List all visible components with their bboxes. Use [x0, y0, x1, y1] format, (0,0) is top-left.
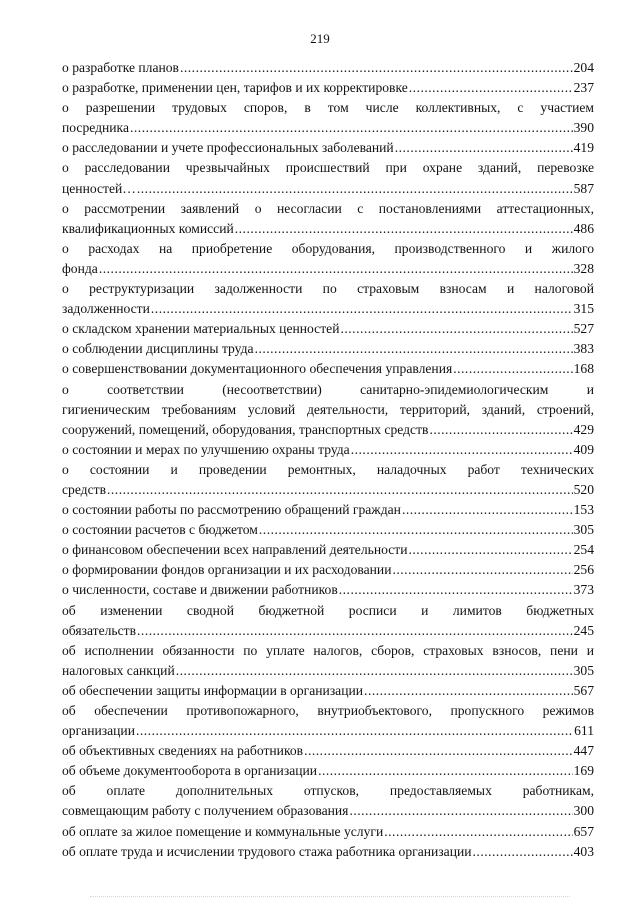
dot-leader	[255, 339, 573, 359]
dot-leader	[453, 359, 572, 379]
entry-page-number: 305	[573, 662, 594, 678]
index-entry	[62, 560, 594, 580]
entry-page-number: 305	[573, 522, 594, 538]
entry-page-number: 567	[573, 682, 594, 698]
entry-title-line: о расследовании чрезвычайных происшествий при охране зданий, перевозке	[62, 160, 594, 176]
dot-leader	[107, 480, 573, 500]
entry-title-line: об обеспечении противопожарного, внутриобъектового, пропускного режимов	[62, 703, 594, 718]
entry-page-number: 447	[573, 743, 594, 759]
dot-leader	[408, 540, 572, 560]
dot-leader	[99, 259, 573, 279]
index-entry	[62, 380, 594, 440]
index-entry	[62, 681, 594, 701]
index-entry	[62, 601, 594, 641]
dot-leader	[340, 319, 572, 339]
entry-title-line: о рассмотрении заявлений о несогласии с постановлениями аттестационных,	[62, 200, 594, 216]
index-entry	[62, 781, 594, 821]
entry-page-number: 611	[574, 723, 594, 739]
index-entry	[62, 540, 594, 560]
entry-title-line: совмещающим работу с получением образования	[62, 803, 349, 819]
entry-title-line: об обеспечении защиты информации в организации	[62, 682, 364, 698]
index-entry	[62, 741, 594, 761]
entry-page-number: 383	[573, 341, 594, 357]
dot-leader	[235, 219, 573, 239]
entry-page-number: 403	[573, 843, 594, 859]
index-entry	[62, 701, 594, 741]
index-entry	[62, 58, 594, 78]
dot-leader	[339, 580, 573, 600]
entry-title-line: посредника	[62, 120, 129, 136]
index-entry	[62, 520, 594, 540]
index-entry	[62, 239, 594, 279]
index-entry	[62, 339, 594, 359]
entry-page-number: 315	[573, 301, 594, 317]
index-entry	[62, 761, 594, 781]
entry-title-line: квалификационных комиссий	[62, 220, 234, 236]
dot-leader	[180, 58, 573, 78]
entry-page-number: 486	[573, 220, 594, 236]
page-number: 219	[310, 31, 330, 46]
index-entry	[62, 500, 594, 520]
index-entry	[62, 279, 594, 319]
entry-page-number: 169	[573, 763, 594, 779]
index-list	[62, 58, 594, 862]
entry-page-number: 390	[573, 120, 594, 136]
index-entry	[62, 842, 594, 862]
entry-title-line: налоговых санкций	[62, 662, 175, 678]
entry-title-line: о расходах на приобретение оборудования, производственного и жилого	[62, 240, 594, 256]
dot-leader	[151, 299, 573, 319]
index-entry	[62, 319, 594, 339]
dot-leader	[318, 761, 573, 781]
dot-leader	[402, 500, 573, 520]
index-entry	[62, 641, 594, 681]
dot-leader	[259, 520, 573, 540]
entry-title-line: ценностей…	[62, 180, 136, 196]
entry-title-line: о состоянии и проведении ремонтных, наладочных работ технических	[62, 461, 594, 477]
entry-title-line: об изменении сводной бюджетной росписи и лимитов бюджетных	[62, 602, 594, 618]
entry-title-line: о расследовании и учете профессиональных заболеваний	[62, 140, 394, 156]
entry-page-number: 245	[573, 622, 594, 638]
scan-artifact	[90, 896, 570, 901]
index-entry	[62, 199, 594, 239]
entry-page-number: 527	[573, 321, 594, 337]
index-entry	[62, 359, 594, 379]
entry-page-number: 256	[573, 562, 594, 578]
entry-page-number: 657	[573, 823, 594, 839]
entry-title-line: об оплате труда и исчислении трудового стажа работника организации	[62, 843, 472, 859]
dot-leader	[304, 741, 573, 761]
index-entry	[62, 822, 594, 842]
dot-leader	[392, 560, 572, 580]
dot-leader	[349, 801, 572, 821]
entry-title-line: о численности, составе и движении работников	[62, 582, 338, 598]
dot-leader	[136, 721, 573, 741]
entry-title-line: об исполнении обязанности по уплате налогов, сборов, страховых взносов, пени и	[62, 642, 594, 658]
dot-leader	[409, 78, 573, 98]
dot-leader	[137, 179, 573, 199]
entry-title-line: о соответствии (несоответствии) санитарно-эпидемиологическим и	[62, 381, 594, 397]
entry-title-line: о совершенствовании документационного обеспечения управления	[62, 361, 453, 377]
entry-page-number: 300	[573, 803, 594, 819]
entry-page-number: 254	[573, 542, 594, 558]
entry-page-number: 587	[573, 180, 594, 196]
index-entry	[62, 440, 594, 460]
entry-page-number: 328	[573, 260, 594, 276]
entry-title-line: об объеме документооборота в организации	[62, 763, 318, 779]
entry-title-line: о разработке, применении цен, тарифов и их корректировке	[62, 80, 408, 96]
entry-title-line: о соблюдении дисциплины труда	[62, 341, 254, 357]
entry-title-line: о разрешении трудовых споров, в том числе коллективных, с участием	[62, 100, 594, 116]
entry-title-line: о состоянии расчетов с бюджетом	[62, 522, 258, 538]
index-entry	[62, 158, 594, 198]
entry-page-number: 237	[573, 80, 594, 96]
entry-title-line: сооружений, помещений, оборудования, транспортных средств	[62, 421, 429, 437]
entry-title-line: об оплате дополнительных отпусков, предоставляемых работникам,	[62, 783, 594, 799]
entry-title-line: об оплате за жилое помещение и коммунальные услуги	[62, 823, 384, 839]
dot-leader	[137, 621, 573, 641]
entry-title-line: гигиеническим требованиям условий деятельности, территорий, зданий, строений,	[62, 401, 594, 417]
entry-title-line: средств	[62, 481, 106, 497]
entry-title-line: о разработке планов	[62, 60, 179, 75]
entry-title-line: фонда	[62, 260, 98, 276]
entry-title-line: о состоянии и мерах по улучшению охраны труда	[62, 441, 350, 457]
entry-page-number: 429	[573, 421, 594, 437]
dot-leader	[176, 661, 573, 681]
entry-title-line: о складском хранении материальных ценностей	[62, 321, 340, 337]
dot-leader	[130, 118, 573, 138]
entry-title-line: о формировании фондов организации и их расходовании	[62, 562, 392, 578]
entry-title-line: о реструктуризации задолженности по страховым взносам и налоговой	[62, 281, 594, 297]
entry-page-number: 153	[573, 502, 594, 518]
entry-title-line: обязательств	[62, 622, 137, 638]
dot-leader	[429, 420, 572, 440]
index-entry	[62, 98, 594, 138]
dot-leader	[384, 822, 572, 842]
index-entry	[62, 78, 594, 98]
entry-title-line: организации	[62, 723, 135, 739]
entry-title-line: задолженности	[62, 301, 150, 317]
index-entry	[62, 580, 594, 600]
dot-leader	[395, 138, 573, 158]
dot-leader	[351, 440, 573, 460]
entry-page-number: 373	[573, 582, 594, 598]
entry-page-number: 419	[573, 140, 594, 156]
entry-title-line: об объективных сведениях на работников	[62, 743, 304, 759]
entry-title-line: о финансовом обеспечении всех направлений деятельности	[62, 542, 408, 558]
entry-page-number: 409	[573, 441, 594, 457]
dot-leader	[364, 681, 573, 701]
entry-page-number: 168	[573, 361, 594, 377]
index-entry	[62, 138, 594, 158]
entry-page-number: 204	[573, 60, 594, 75]
dot-leader	[473, 842, 573, 862]
entry-page-number: 520	[573, 481, 594, 497]
entry-title-line: о состоянии работы по рассмотрению обращений граждан	[62, 502, 401, 518]
index-entry	[62, 460, 594, 500]
